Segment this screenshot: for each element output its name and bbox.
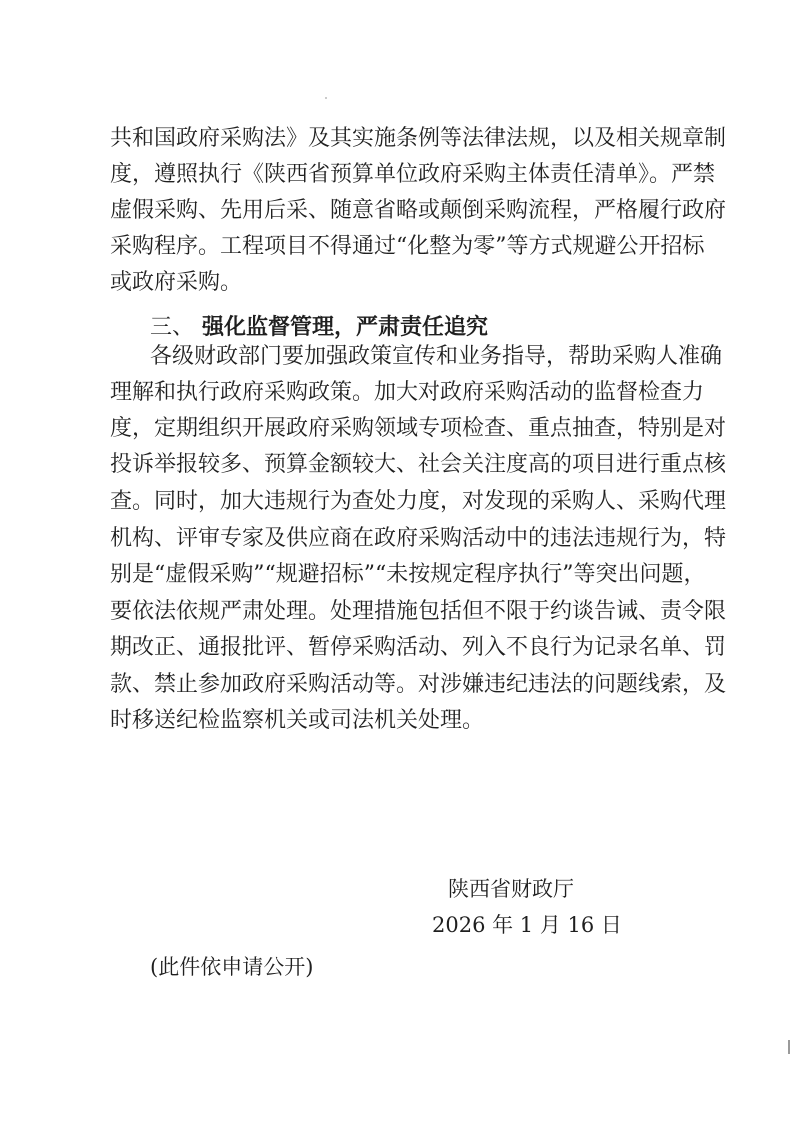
section-line: 各级财政部门要加强政策宣传和业务指导，帮助采购人准确 [150, 344, 723, 369]
paragraph-line: 或政府采购。 [110, 270, 243, 295]
paragraph-line: 度，遵照执行《陕西省预算单位政府采购主体责任清单》。严禁 [110, 162, 716, 187]
section-line: 理解和执行政府采购政策。加大对政府采购活动的监督检查力 [110, 380, 705, 405]
section-line: 时移送纪检监察机关或司法机关处理。 [110, 708, 485, 733]
paragraph-line: 虚假采购、先用后采、随意省略或颠倒采购流程，严格履行政府 [110, 198, 727, 223]
section-number: 三、 [150, 315, 195, 340]
issue-date: 2026 年 1 月 16 日 [432, 913, 622, 937]
scan-edge-mark [788, 1040, 790, 1054]
paragraph-line: 采购程序。工程项目不得通过“化整为零”等方式规避公开招标 [110, 234, 705, 259]
section-line: 款、禁止参加政府采购活动等。对涉嫌违纪违法的问题线索，及 [110, 672, 727, 697]
section-line: 投诉举报较多、预算金额较大、社会关注度高的项目进行重点核 [110, 452, 727, 477]
issuing-organization: 陕西省财政厅 [448, 877, 574, 901]
section-heading [150, 314, 488, 342]
disclosure-note: (此件依申请公开) [150, 955, 314, 979]
section-title: 强化监督管理，严肃责任追究 [202, 315, 489, 340]
section-line: 机构、评审专家及供应商在政府采购活动中的违法违规行为，特 [110, 526, 727, 551]
section-line: 度，定期组织开展政府采购领域专项检查、重点抽查，特别是对 [110, 416, 727, 441]
section-line: 查。同时，加大违规行为查处力度，对发现的采购人、采购代理 [110, 489, 727, 514]
paragraph-line: 共和国政府采购法》及其实施条例等法律法规，以及相关规章制 [110, 126, 727, 151]
section-line: 期改正、通报批评、暂停采购活动、列入不良行为记录名单、罚 [110, 635, 727, 660]
scan-speck [325, 97, 327, 99]
section-line: 别是“虚假采购”“规避招标”“未按规定程序执行”等突出问题， [110, 562, 706, 587]
section-line: 要依法依规严肃处理。处理措施包括但不限于约谈告诫、责令限 [110, 599, 727, 624]
